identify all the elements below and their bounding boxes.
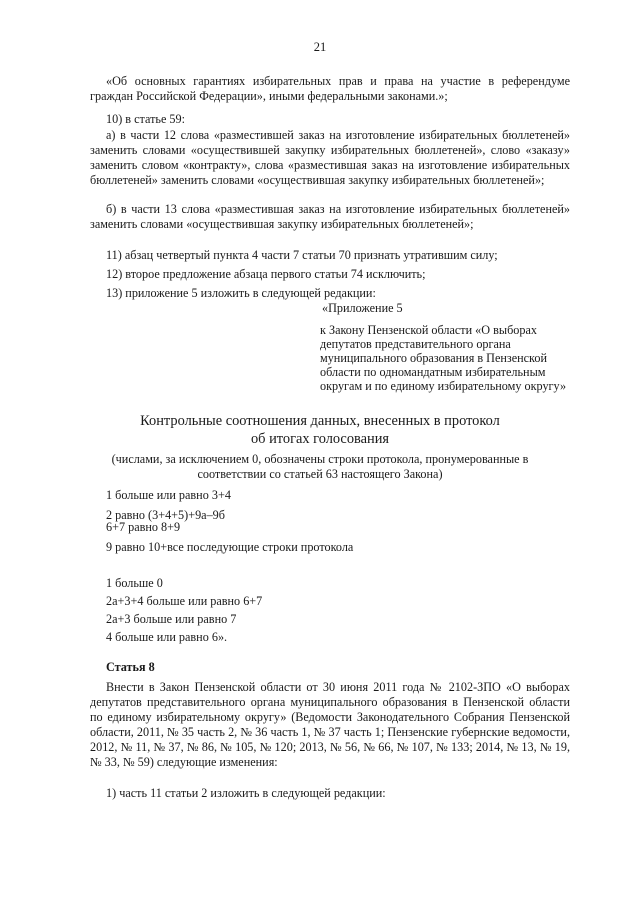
article-item-1: 1) часть 11 статьи 2 изложить в следующей редакции: [106, 786, 386, 800]
page-number: 21 [313, 40, 327, 54]
relation-1: 1 больше или равно 3+4 [106, 488, 231, 502]
intro-paragraph: «Об основных гарантиях избирательных прав и права на участие в референдуме граждан Российской Федерации», иными федеральными законами.»; [90, 74, 570, 103]
relation-6: 2а+3+4 больше или равно 6+7 [106, 594, 263, 608]
item-11: 11) абзац четвертый пункта 4 части 7 статьи 70 признать утратившим силу; [106, 248, 498, 262]
relation-4: 9 равно 10+все последующие строки протокола [106, 540, 354, 554]
appendix-label: «Приложение 5 [322, 301, 403, 315]
relation-7: 2а+3 больше или равно 7 [106, 612, 237, 626]
item-10a: а) в части 12 слова «разместившей заказ на изготовление избирательных бюллетеней» заменить словами «осуществившей закупку избирательных бюллетеней», слово «заказу» заменить словом «контракту», слова «разместившая заказ на изготовление избирательных бюллетеней» заменить словами «осуществившая закупку избирательных бюллетеней»; [90, 128, 570, 187]
article-heading: Статья 8 [106, 660, 155, 674]
item-10b: б) в части 13 слова «разместившая заказ на изготовление избирательных бюллетеней» заменить словами «осуществившая закупку избирательных бюллетеней»; [90, 202, 570, 231]
item-13: 13) приложение 5 изложить в следующей редакции: [106, 286, 376, 300]
relation-8: 4 больше или равно 6». [106, 630, 228, 644]
section-title-line-2: об итогах голосования [250, 431, 390, 447]
item-10: 10) в статье 59: [106, 112, 185, 126]
relation-5: 1 больше 0 [106, 576, 163, 590]
section-title-line-1: Контрольные соотношения данных, внесенных в протокол [140, 413, 500, 429]
relation-3: 6+7 равно 8+9 [106, 520, 181, 534]
item-12: 12) второе предложение абзаца первого статьи 74 исключить; [106, 267, 426, 281]
article-paragraph: Внести в Закон Пензенской области от 30 июня 2011 года № 2102-ЗПО «О выборах депутатов представительного органа муниципального образования в Пензенской области по единому избирательному округу» (Ведомости Законодательного Собрания Пензенской области, 2011, № 35 часть 2, № 36 часть 1, № 37 часть 1; Пензенские губернские ведомости, 2012, № 11, № 37, № 86, № 105, № 120; 2013, № 56, № 66, № 107, № 133; 2014, № 13, № 19, № 33, № 59) следующие изменения: [90, 680, 570, 769]
appendix-reference: к Закону Пензенской области «О выборах депутатов представительного органа муниципального образования в Пензенской области по одномандатным избирательным округам и по единому избирательному округу» [320, 323, 567, 393]
relation-2: 2 равно (3+4+5)+9а–9б [106, 508, 225, 522]
section-subtitle: (числами, за исключением 0, обозначены строки протокола, пронумерованные в соответствии со статьей 63 настоящего Закона) [111, 452, 529, 481]
